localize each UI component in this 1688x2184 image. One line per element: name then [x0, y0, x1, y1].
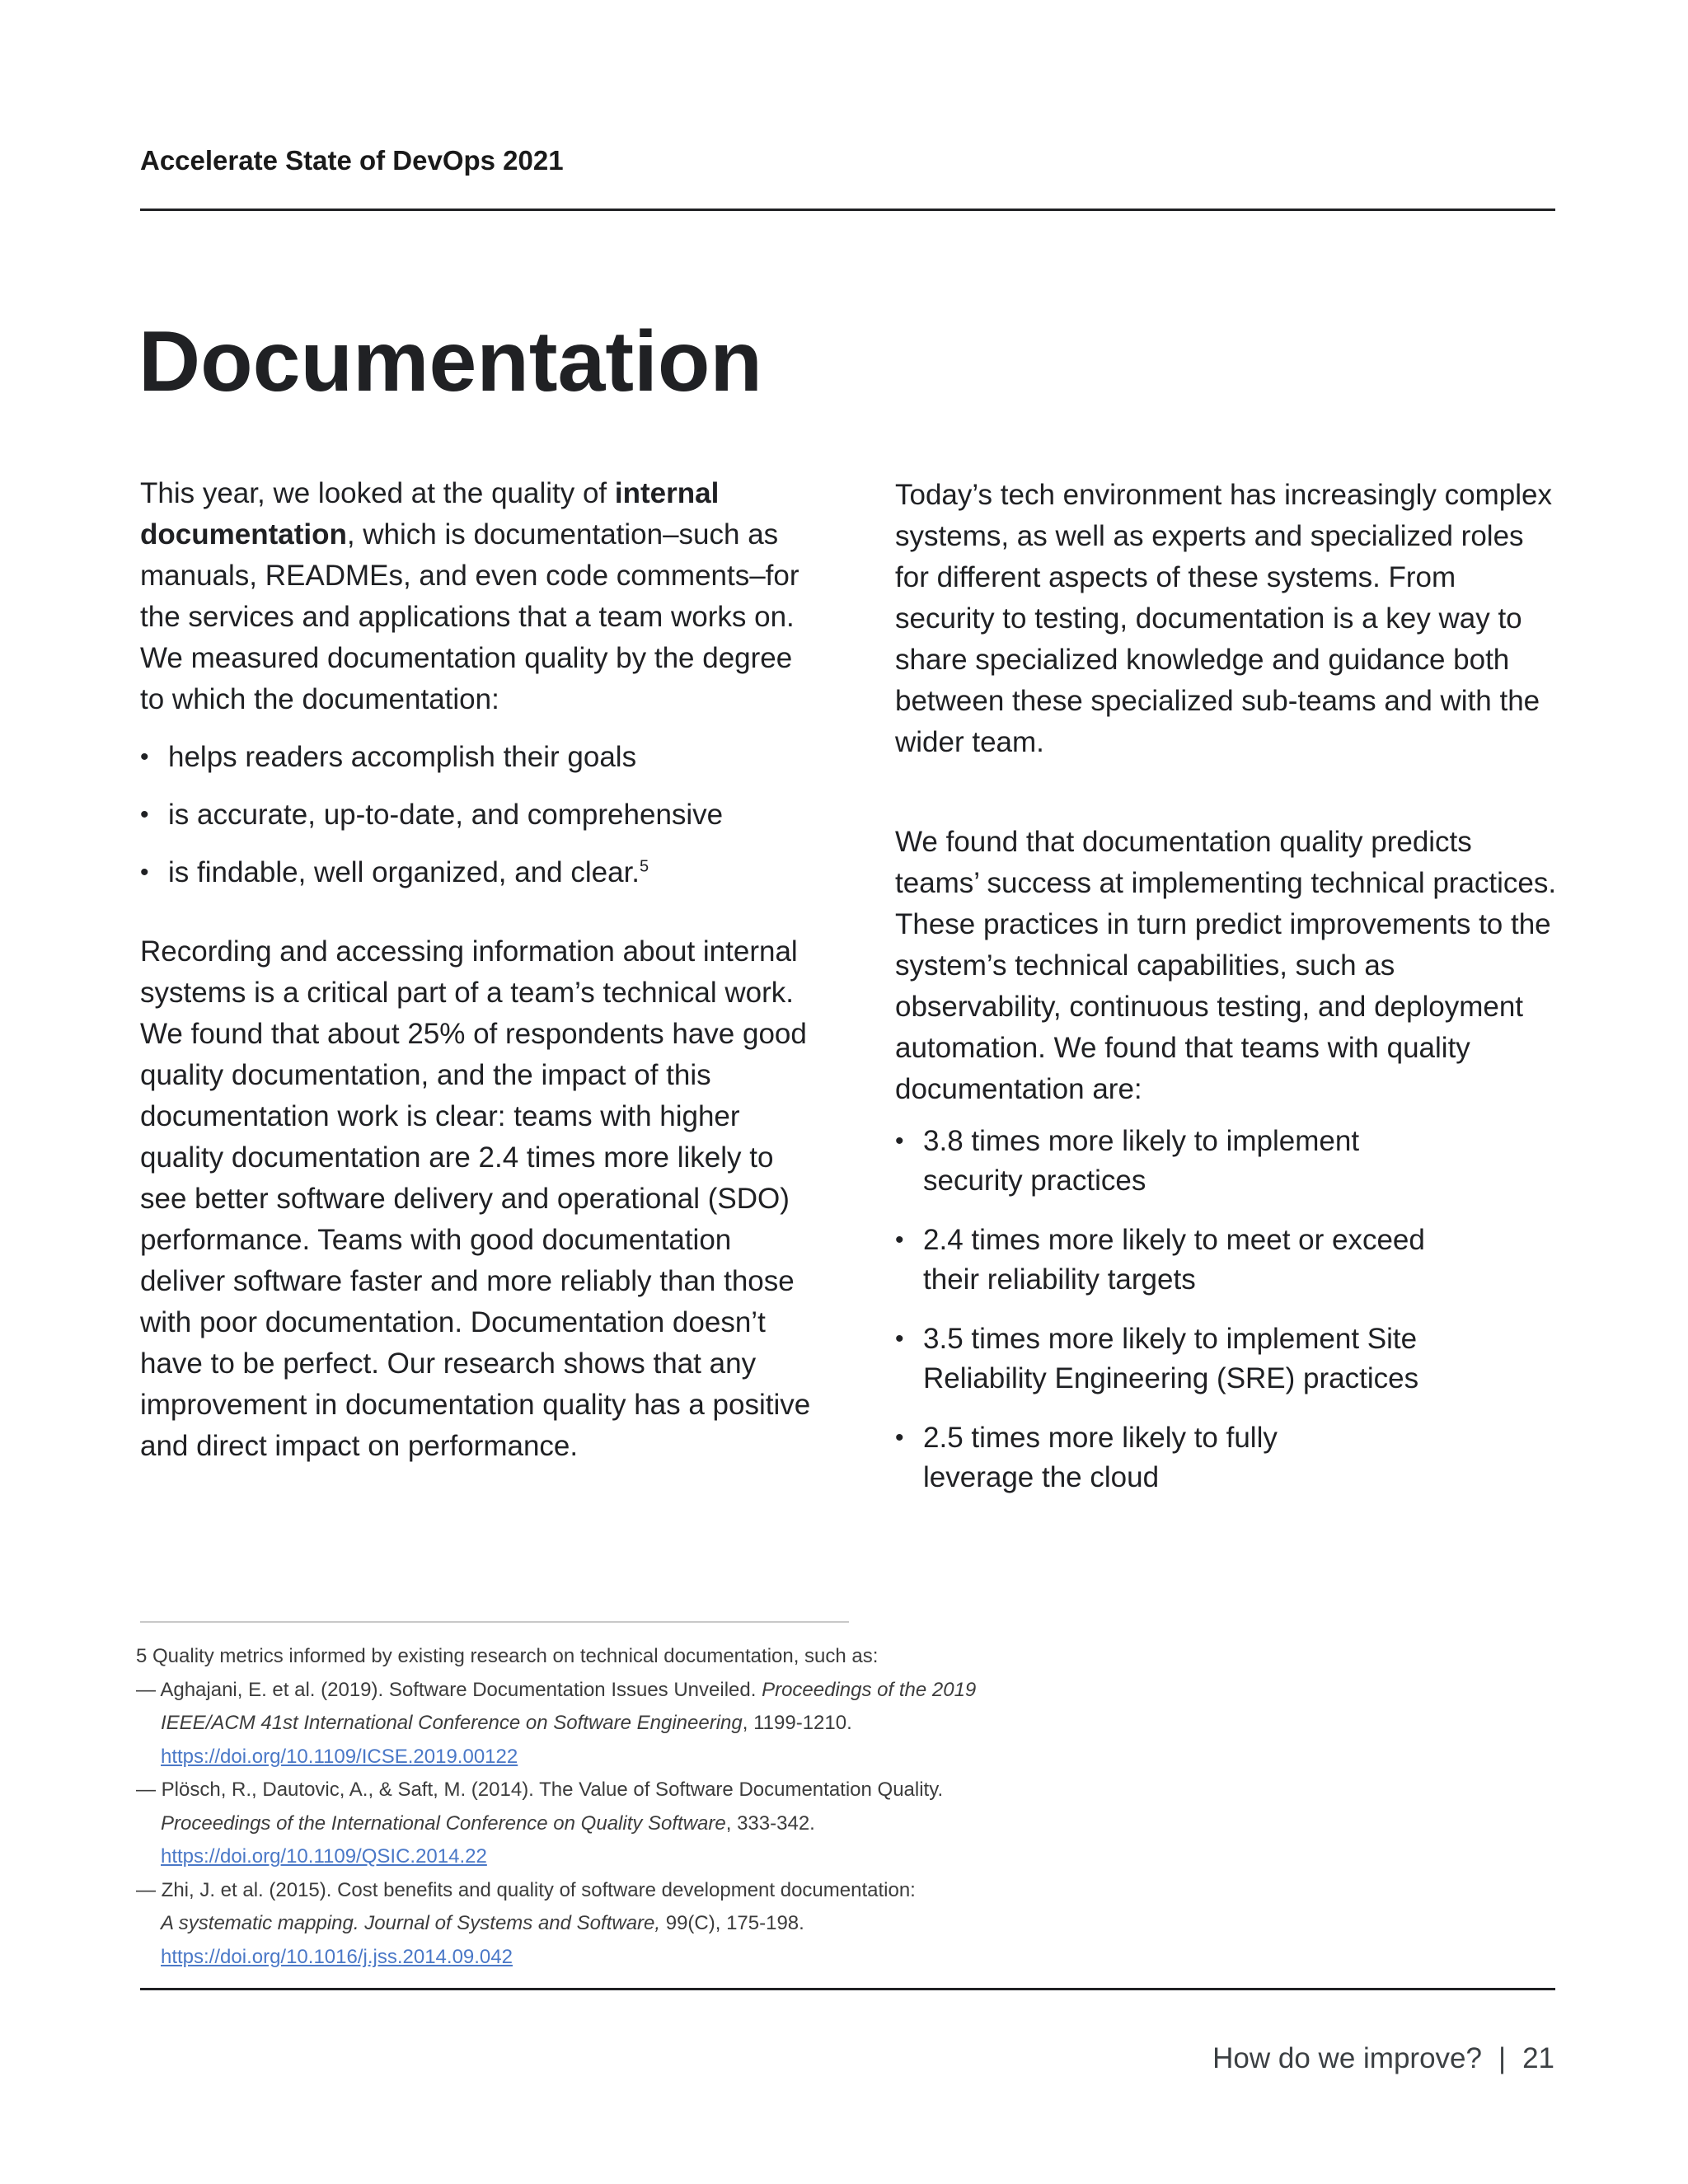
page-footer	[1212, 2042, 1554, 2075]
page-number: 21	[1522, 2042, 1554, 2074]
reference-2: — Plösch, R., Dautovic, A., & Saft, M. (2014). The Value of Software Documentation Quality.	[136, 1779, 944, 1801]
footer-divider	[140, 1988, 1555, 1990]
footer-section-title: How do we improve?	[1212, 2042, 1482, 2074]
reference-2-link[interactable]: https://doi.org/10.1109/QSIC.2014.22	[161, 1845, 487, 1868]
intro-bold-term: internal documentation	[140, 477, 720, 551]
reference-3-link[interactable]: https://doi.org/10.1016/j.jss.2014.09.042	[161, 1945, 513, 1968]
intro-paragraph: This year, we looked at the quality of internal documentation, which is documentation–such as manuals, READMEs, and even code comments–for the services and applications that a team works on. We measured documentation quality by the degree to which the documentation:	[140, 477, 799, 715]
reference-3: — Zhi, J. et al. (2015). Cost benefits and quality of software development documentation:	[136, 1878, 916, 1901]
list-item: • 2.5 times more likely to fully leverage the cloud	[895, 1418, 1563, 1497]
list-item: • 3.8 times more likely to implement security practices	[895, 1122, 1563, 1201]
left-column	[140, 473, 824, 1467]
predictions-paragraph: We found that documentation quality predicts teams’ success at implementing technical practices. These practices in turn predict improvements to the system’s technical capabilities, such as observability, continuous testing, and deployment automation. We found that teams with quality documentation are:	[895, 826, 1557, 1105]
list-item: • helps readers accomplish their goals	[140, 737, 824, 778]
list-item: • 2.4 times more likely to meet or exceed their reliability targets	[895, 1221, 1563, 1300]
list-item: • 3.5 times more likely to implement Site Reliability Engineering (SRE) practices	[895, 1319, 1563, 1399]
running-header: Accelerate State of DevOps 2021	[140, 145, 564, 176]
list-item: • is findable, well organized, and clear.$^5$	[140, 852, 824, 893]
header-divider	[140, 209, 1555, 211]
right-column	[895, 475, 1563, 1517]
context-paragraph: Today’s tech environment has increasingly complex systems, as well as experts and specialized roles for different aspects of these systems. From security to testing, documentation is a key way to share specialized knowledge and guidance both between these specialized sub-teams and with the wider team.	[895, 479, 1552, 758]
footnote-intro: 5 Quality metrics informed by existing research on technical documentation, such as:	[136, 1645, 879, 1667]
outcomes-list	[895, 1122, 1563, 1497]
footer-separator: |	[1498, 2042, 1507, 2074]
footnotes: 5 Quality metrics informed by existing research on technical documentation, such as: — Aghajani, E. et al. (2019). Software Documentation Issues Unveiled. Proceedings of the 2019 IEEE/ACM 41st International Conference on Software Engineering, 1199-1210. https://doi.org/10.1109/ICSE.2019.00122 — Plösch, R., Dautovic, A., & Saft, M. (2014). The Value of Software Documentation Quality. Proceedings of the International Conference on Quality Software, 333-342. https://doi.org/10.1109/QSIC.2014.22 — Zhi, J. et al. (2015). Cost benefits and quality of software development documentation: A systematic mapping. Journal of Systems and Software, 99(C), 175-198. https://doi.org/10.1016/j.jss.2014.09.042	[136, 1640, 1043, 1974]
reference-1-link[interactable]: https://doi.org/10.1109/ICSE.2019.00122	[161, 1745, 518, 1768]
list-item: • is accurate, up-to-date, and comprehensive	[140, 794, 824, 836]
quality-criteria-list	[140, 737, 824, 893]
footnote-marker: 5	[640, 857, 649, 876]
findings-paragraph: Recording and accessing information about internal systems is a critical part of a team’s technical work. We found that about 25% of respondents have good quality documentation, and the impact of this documentation work is clear: teams with higher quality documentation are 2.4 times more likely to see better software delivery and operational (SDO) performance. Teams with good documentation deliver software faster and more reliably than those with poor documentation. Documentation doesn’t have to be perfect. Our research shows that any improvement in documentation quality has a positive and direct impact on performance.	[140, 935, 811, 1462]
footnote-divider	[140, 1621, 849, 1623]
reference-1: — Aghajani, E. et al. (2019). Software Documentation Issues Unveiled. Proceedings of the 2019	[136, 1678, 977, 1701]
page-title: Documentation	[138, 314, 762, 410]
